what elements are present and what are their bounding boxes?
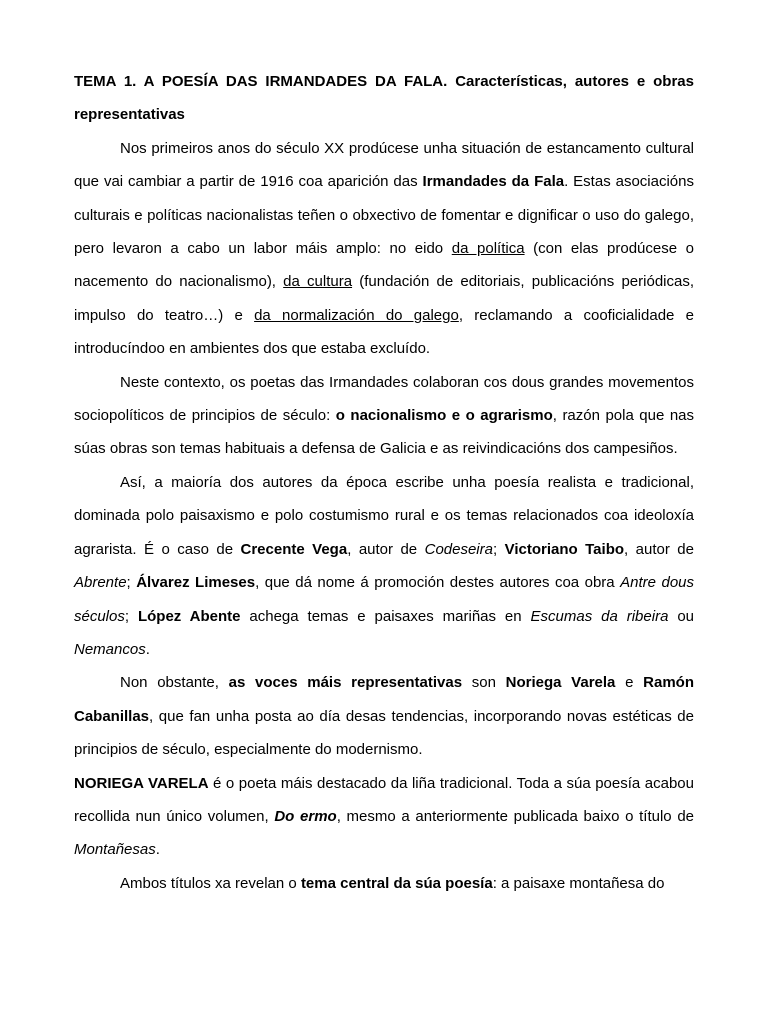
p6-text-1: Ambos títulos xa revelan o [120,874,301,892]
p1-text-3: (con elas prodúcese o nacemento do nacionalismo), [74,240,694,291]
p1-underline-3: da normalización do galego [254,306,459,324]
p3-bold-4: López Abente [137,607,241,625]
p1-underline-1: da política [451,240,525,258]
p4-text-2: son [462,674,506,692]
p5-text-1: é o poeta máis destacado da liña tradicional. Toda a súa poesía acabou recollida nun único volumen, [74,774,694,825]
p3-text-9: ou [668,607,695,625]
p3-text-6: , que dá nome á promoción destes autores coa obra [255,574,621,592]
p4-bold-3: Ramón Cabanillas [74,674,694,725]
p3-text-4: , autor de [624,540,694,558]
p1-text-1: Nos primeiros anos do século XX prodúcese unha situación de estancamento cultural que vai cambiar a partir de 1916 coa aparición das [74,139,694,191]
paragraph-5 [74,767,694,867]
p1-text-2: . Estas asociacións culturais e políticas nacionalistas teñen o obxectivo de fomentar e dignificar o uso do galego, pero levaron a cabo un labor máis amplo: no eido [74,173,694,258]
p3-italic-3: Antre dous séculos [74,574,695,625]
p2-bold-1: o nacionalismo e o agrarismo [335,407,553,425]
p2-text-1: Neste contexto, os poetas das Irmandades colaboran cos dous grandes movementos sociopolíticos de principios de século: [74,373,694,425]
p5-bold-1: NORIEGA VARELA [74,774,209,792]
p3-italic-2: Abrente [74,574,127,592]
p4-bold-1: as voces máis representativas [228,674,463,692]
p3-text-10: . [145,640,150,658]
p3-italic-4: Escumas da ribeira [530,607,669,625]
document-title: TEMA 1. A POESÍA DAS IRMANDADES DA FALA. Características, autores e obras representativas [74,73,694,124]
p4-bold-2: Noriega Varela [505,674,616,692]
p5-text-2: , mesmo a anteriormente publicada baixo o título de [336,807,694,825]
p3-text-5: ; [126,574,137,592]
paragraph-4 [74,666,694,766]
p1-bold-1: Irmandades da Fala [422,173,565,191]
p3-text-8: achega temas e paisaxes mariñas en [240,607,531,625]
p6-bold-1: tema central da súa poesía [300,874,493,892]
p3-text-2: , autor de [347,540,425,558]
p6-text-2: : a paisaxe montañesa do [492,874,665,892]
p3-bold-1: Crecente Vega [240,540,348,558]
p1-text-5: , reclamando a cooficialidade e introducíndoo en ambientes dos que estaba excluído. [74,306,694,358]
p4-text-4: , que fan unha posta ao día desas tendencias, incorporando novas estéticas de principios de século, especialmente do modernismo. [74,707,694,759]
p3-bold-3: Álvarez Limeses [136,574,256,592]
p3-text-3: ; [492,540,505,558]
paragraph-6 [74,867,694,900]
p3-text-1: Así, a maioría dos autores da época escribe unha poesía realista e tradicional, dominada polo paisaxismo e polo costumismo rural e os temas relacionados coa ideoloxía agrarista. É o caso de [74,473,694,558]
p3-italic-1: Codeseira [424,540,493,558]
p3-italic-5: Nemancos [74,640,146,658]
p5-italic-1: Montañesas [74,841,156,859]
p1-underline-2: da cultura [283,273,353,291]
p2-text-2: , razón pola que nas súas obras son temas habituais a defensa de Galicia e as reivindicacións dos campesiños. [74,407,694,458]
paragraph-1 [74,132,694,366]
p1-text-4: (fundación de editoriais, publicacións periódicas, impulso do teatro…) e [74,273,694,324]
p3-bold-2: Victoriano Taibo [504,540,625,558]
p3-text-7: ; [124,607,138,625]
paragraph-3 [74,466,694,666]
p5-bold-italic-1: Do ermo [274,807,337,825]
p5-text-3: . [155,841,160,859]
p4-text-1: Non obstante, [120,674,229,692]
p4-text-3: e [615,674,644,692]
paragraph-2 [74,366,694,466]
